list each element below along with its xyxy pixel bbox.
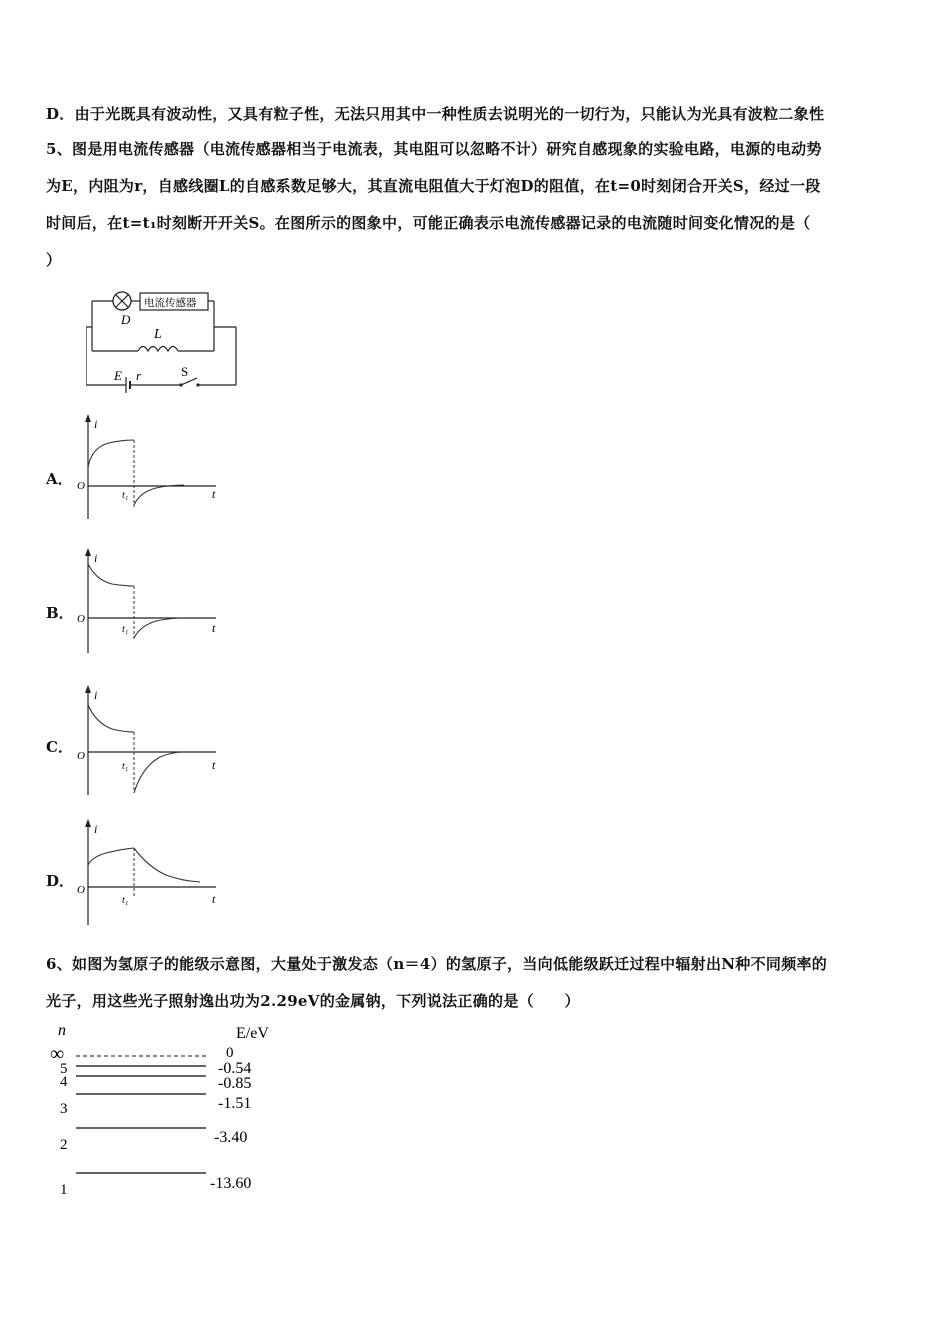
level-e-2: -3.40: [214, 1129, 248, 1146]
svg-text:t: t: [212, 487, 216, 501]
q4-option-d: D．由于光既具有波动性，又具有粒子性，无法只用其中一种性质去说明光的一切行为，只能认为光具有波粒二象性: [46, 105, 825, 123]
level-e-3: -1.51: [218, 1095, 252, 1112]
q5-line-2: 为E，内阻为r，自感线圈L的自感系数足够大，其直流电阻值大于灯泡D的阻值，在t=0时刻闭合开关S，经过一段: [46, 177, 821, 195]
current-curve: [88, 848, 134, 865]
current-sensor-label: 电流传感器: [144, 298, 197, 309]
level-n-5: 5: [60, 1061, 68, 1077]
inductor-coil-icon: [138, 347, 178, 352]
option-d-label: D．: [46, 872, 75, 890]
switch-label: S: [181, 364, 189, 379]
option-c-graph: [74, 683, 224, 799]
svg-text:t: t: [212, 758, 216, 772]
internal-resistance-label: r: [136, 368, 142, 383]
svg-text:i: i: [94, 688, 98, 702]
emf-label: E: [114, 368, 122, 383]
svg-text:O: O: [77, 480, 85, 492]
q5-line-1: 5、图是用电流传感器（电流传感器相当于电流表，其电阻可以忽略不计）研究自感现象的实验电路，电源的电动势: [46, 140, 822, 158]
current-curve-decay: [134, 752, 184, 793]
option-a-label: A．: [46, 470, 73, 488]
level-n-inf: ∞: [50, 1043, 65, 1065]
q6-line-2: 光子，用这些光子照射逸出功为2.29eV的金属钠，下列说法正确的是（ ）: [46, 992, 580, 1010]
current-curve-decay: [134, 485, 184, 505]
current-curve-decay: [134, 848, 200, 882]
q5-line-3: 时间后，在t=t₁时刻断开开关S。在图所示的图象中，可能正确表示电流传感器记录的电流随时间变化情况的是（: [46, 214, 811, 232]
circuit-diagram: [86, 285, 246, 395]
svg-text:O: O: [77, 613, 85, 625]
option-c-label: C．: [46, 738, 73, 756]
n-header: n: [58, 1022, 66, 1039]
svg-text:i: i: [94, 822, 98, 836]
option-d-graph: [74, 817, 224, 929]
svg-text:i: i: [94, 417, 98, 431]
svg-text:i: i: [94, 551, 98, 565]
svg-text:t₁: t₁: [122, 624, 129, 635]
svg-text:t₁: t₁: [122, 895, 129, 906]
energy-header: E/eV: [236, 1025, 269, 1042]
current-curve: [88, 705, 134, 732]
lamp-label: D: [121, 312, 131, 327]
level-n-2: 2: [60, 1137, 68, 1153]
q6-line-1: 6、如图为氢原子的能级示意图，大量处于激发态（n＝4）的氢原子，当向低能级跃迁过程中辐射出N种不同频率的: [46, 955, 828, 973]
energy-level-diagram: [44, 1018, 284, 1204]
current-curve: [88, 564, 134, 586]
q5-line-4: ）: [46, 251, 62, 269]
level-n-1: 1: [60, 1182, 68, 1198]
level-n-3: 3: [60, 1101, 68, 1117]
coil-label: L: [154, 327, 162, 342]
level-n-4: 4: [60, 1074, 68, 1090]
svg-text:t₁: t₁: [122, 490, 129, 501]
svg-text:t: t: [212, 621, 216, 635]
svg-text:t₁: t₁: [122, 761, 129, 772]
current-curve-decay: [134, 618, 184, 638]
switch-icon: [181, 378, 197, 385]
option-b-label: B．: [46, 604, 74, 622]
svg-text:O: O: [77, 750, 85, 762]
level-e-1: -13.60: [210, 1175, 252, 1192]
level-e-inf: 0: [226, 1045, 234, 1061]
option-b-graph: [74, 546, 224, 658]
level-e-4: -0.85: [218, 1075, 252, 1092]
current-curve: [88, 440, 134, 467]
svg-text:t: t: [212, 892, 216, 906]
option-a-graph: [74, 412, 224, 524]
svg-text:O: O: [77, 884, 85, 896]
level-e-5: -0.54: [218, 1060, 252, 1077]
